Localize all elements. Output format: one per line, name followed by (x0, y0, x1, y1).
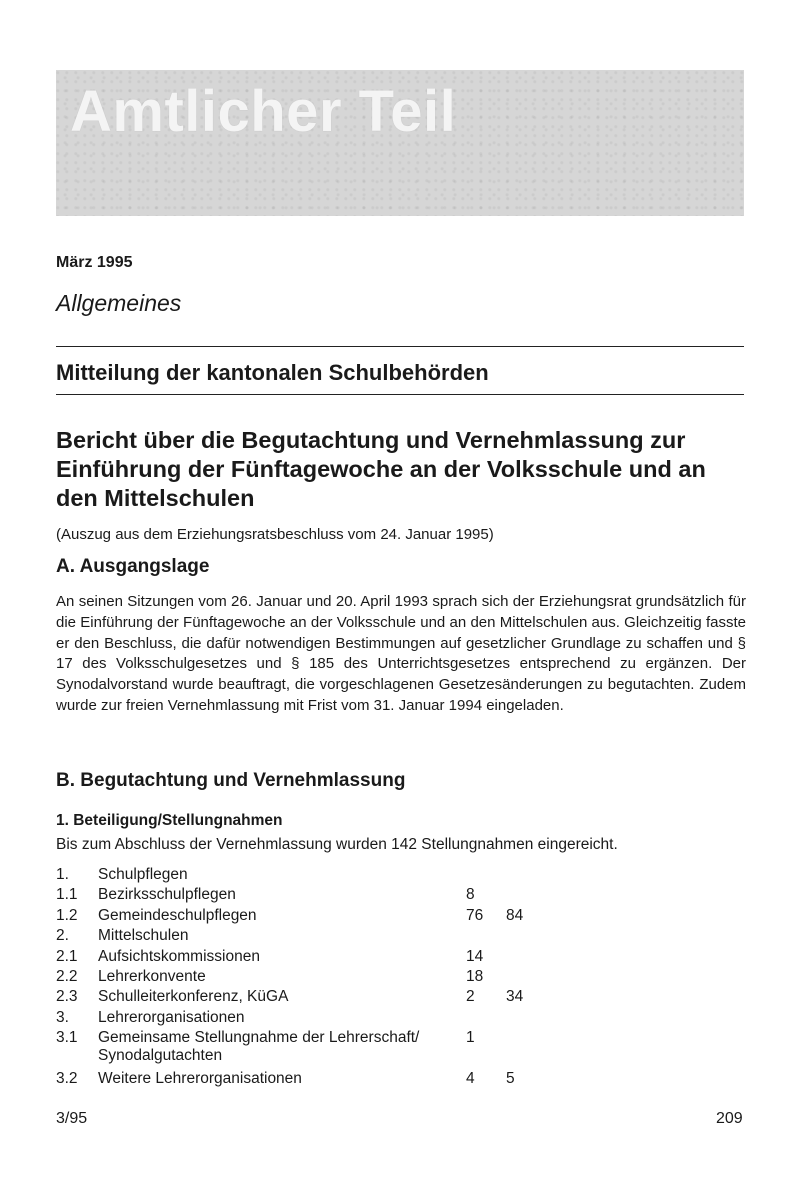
item-label: Weitere Lehrerorganisationen (98, 1069, 302, 1087)
item-number: 2.1 (56, 947, 78, 965)
section-a-heading: A. Ausgangslage (56, 556, 210, 577)
excerpt-note: (Auszug aus dem Erziehungsratsbeschluss vom 24. Januar 1995) (56, 526, 494, 543)
item-number: 2.2 (56, 967, 78, 985)
item-number: 3. (56, 1008, 69, 1026)
list-item (56, 866, 656, 886)
section-a-paragraph: An seinen Sitzungen vom 26. Januar und 20. April 1993 sprach sich der Erziehungsrat grundsätzlich für die Einführung der Fünftagewoche an der Volksschule und an den Mittelschulen aus. Gleichzeitig fasste er den Beschluss, die dafür notwendigen Bestimmungen auf gesetzlicher Grundlage zu schaffen und § 17 des Volksschulgesetzes und § 185 des Unterrichtsgesetzes entsprechend zu ergänzen. Der Synodalvorstand wurde beauftragt, die vorgeschlagenen Gesetzesänderungen zu begutachten. Zudem wurde zur freien Vernehmlassung mit Frist vom 31. Januar 1994 eingeladen. (56, 593, 746, 714)
item-number: 2.3 (56, 988, 78, 1006)
item-label: Lehrerkonvente (98, 967, 206, 985)
item-number: 3.2 (56, 1069, 78, 1087)
item-count: 8 (466, 886, 475, 904)
item-count: 18 (466, 967, 484, 985)
category-title: Allgemeines (56, 290, 182, 316)
item-count: 4 (466, 1069, 475, 1087)
participation-subheading: 1. Beteiligung/Stellungnahmen (56, 812, 283, 829)
list-item (56, 1009, 656, 1029)
item-number: 2. (56, 927, 69, 945)
item-number: 1.2 (56, 906, 78, 924)
section-title: Mitteilung der kantonalen Schulbehörden (56, 360, 489, 385)
list-item (56, 907, 656, 927)
item-label: Mittelschulen (98, 927, 189, 945)
divider-bottom (56, 394, 744, 395)
report-title: Bericht über die Begutachtung und Vernehmlassung zur Einführung der Fünftagewoche an der Volksschule und an den Mittelschulen (56, 427, 706, 511)
list-item (56, 968, 656, 988)
item-label: Schulpflegen (98, 866, 188, 883)
list-item (56, 988, 656, 1008)
item-label: Gemeinsame Stellungnahme der Lehrerschaft/ Synodalgutachten (98, 1029, 420, 1065)
participation-list (56, 866, 656, 1090)
item-count: 1 (466, 1029, 475, 1047)
group-total: 84 (506, 906, 524, 924)
participation-intro: Bis zum Abschluss der Vernehmlassung wurden 142 Stellungnahmen eingereicht. (56, 836, 618, 853)
item-label: Bezirksschulpflegen (98, 886, 236, 904)
item-label: Gemeindeschulpflegen (98, 906, 257, 924)
divider-top (56, 346, 744, 347)
group-total: 34 (506, 988, 524, 1006)
item-label: Aufsichtskommissionen (98, 947, 260, 965)
item-label: Schulleiterkonferenz, KüGA (98, 988, 289, 1006)
page-number: 209 (716, 1110, 743, 1127)
section-b-heading: B. Begutachtung und Vernehmlassung (56, 770, 406, 791)
list-item (56, 886, 656, 906)
list-item (56, 927, 656, 947)
list-item (56, 948, 656, 968)
item-number: 1.1 (56, 886, 78, 904)
item-count: 2 (466, 988, 475, 1006)
list-item (56, 1029, 656, 1070)
list-item (56, 1070, 656, 1090)
header-banner (56, 70, 744, 216)
item-count: 14 (466, 947, 484, 965)
item-label: Lehrerorganisationen (98, 1008, 245, 1026)
banner-title: Amtlicher Teil (70, 79, 457, 144)
issue-date: März 1995 (56, 254, 133, 271)
group-total: 5 (506, 1069, 515, 1087)
item-number: 3.1 (56, 1029, 78, 1047)
item-number: 1. (56, 866, 69, 883)
issue-number: 3/95 (56, 1110, 88, 1127)
item-count: 76 (466, 906, 484, 924)
